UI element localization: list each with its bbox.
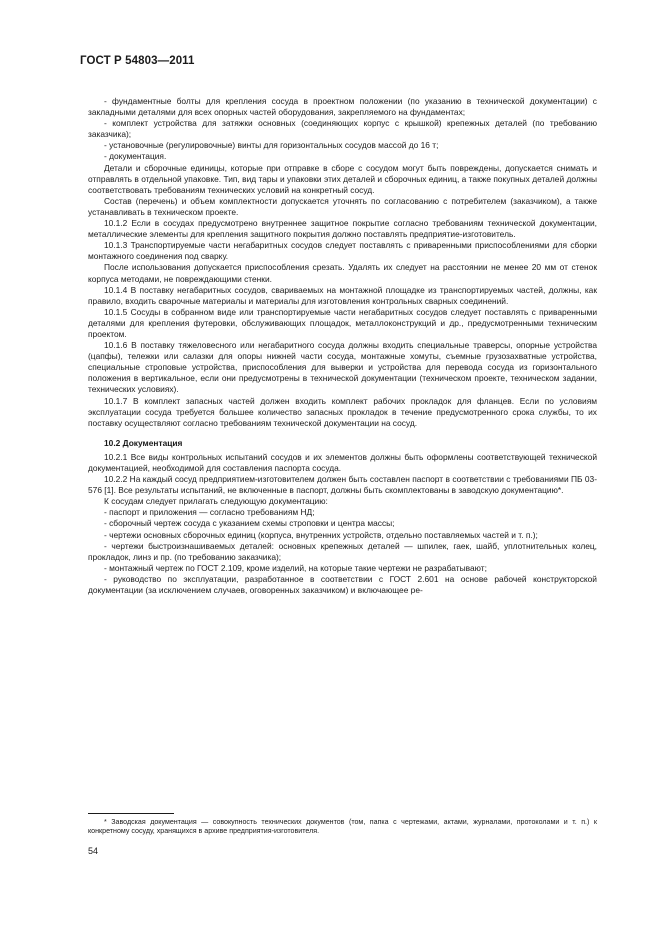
paragraph: 10.2.1 Все виды контрольных испытаний сосудов и их элементов должны быть оформлены соответствующей технической документацией, необходимой для составления паспорта сосуда. [88, 451, 597, 473]
paragraph: - монтажный чертеж по ГОСТ 2.109, кроме изделий, на которые такие чертежи не разрабатывают; [104, 562, 487, 573]
page-body [88, 96, 597, 596]
paragraph: К сосудам следует прилагать следующую документацию: [104, 496, 328, 507]
paragraph: - документация. [104, 151, 167, 162]
paragraph: 10.1.6 В поставку тяжеловесного или негабаритного сосуда должны входить специальные траверсы, опорные устройства (цапфы), тележки или салазки для опоры нижней части сосуда, монтажные хомуты, съемные грузозахватные устройства, специальные строповые устройства, приспособления для выверки и устройства для перевода сосуда из горизонтального положения в вертикальное, если они предусмотрены в технической документации (техническом проекте, техническом задании, технических условиях). [88, 340, 597, 395]
paragraph: - сборочный чертеж сосуда с указанием схемы строповки и центра массы; [104, 518, 395, 529]
paragraph: - фундаментные болты для крепления сосуда в проектном положении (по указанию в технической документации) с закладными деталями для всех опорных частей оборудования, закрепляемого на фундаментах; [88, 96, 597, 118]
paragraph: - комплект устройства для затяжки основных (соединяющих корпус с крышкой) крепежных деталей (по требованию заказчика); [88, 118, 597, 140]
paragraph: 10.1.5 Сосуды в собранном виде или транспортируемые части негабаритных сосудов следует поставлять с приваренными деталями для крепления футеровки, обслуживающих площадок, металлоконструкций и др., предусмотренными техническим проектом. [88, 306, 597, 339]
paragraph: - установочные (регулировочные) винты для горизонтальных сосудов массой до 16 т; [104, 140, 439, 151]
paragraph: - руководство по эксплуатации, разработанное в соответствии с ГОСТ 2.601 на основе рабочей конструкторской документации (за исключением случаев, оговоренных заказчиком) и включающее ре- [88, 573, 597, 596]
page-header-title: ГОСТ Р 54803—2011 [80, 55, 195, 67]
paragraph: 10.1.2 Если в сосудах предусмотрено внутреннее защитное покрытие согласно требованиям технической документации, металлические элементы для крепления защитного покрытия должно поставлять предприятие-изготовитель. [88, 218, 597, 240]
footnote-divider [88, 813, 174, 814]
paragraph: После использования допускается приспособления срезать. Удалять их следует на расстоянии не менее 20 мм от стенок корпуса методами, не повреждающими стенки. [88, 262, 597, 284]
paragraph: - паспорт и приложения — согласно требованиям НД; [104, 507, 315, 518]
paragraph: - чертежи основных сборочных единиц (корпуса, внутренних устройств, отдельно поставляемых частей и т. п.); [104, 529, 538, 540]
paragraph: Детали и сборочные единицы, которые при отправке в сборе с сосудом могут быть повреждены, допускается снимать и отправлять в отдельной упаковке. Тип, вид тары и упаковки этих деталей и сборочных единиц, а также покупных деталей должны соответствовать требованиям технических условий на конкретный сосуд. [88, 162, 597, 195]
footnote [88, 818, 597, 837]
footnote-text: * Заводская документация — совокупность технических документов (том, папка с чертежами, актами, журналами, протоколами и т. п.) к конкретному сосуду, хранящихся в архиве предприятия-изготовителя. [88, 818, 597, 836]
paragraph: Состав (перечень) и объем комплектности допускается уточнять по согласованию с потребителем (заказчиком), а также устанавливать в техническом проекте. [88, 195, 597, 217]
paragraph: - чертежи быстроизнашиваемых деталей: основных крепежных деталей — шпилек, гаек, шайб, уплотнительных колец, прокладок, линз и пр. (по требованию заказчика); [88, 540, 597, 562]
paragraph: 10.1.7 В комплект запасных частей должен входить комплект рабочих прокладок для фланцев. Если по условиям эксплуатации сосуда требуется большее количество запасных прокладок в течение предусмотренного срока службы, то их поставку осуществляют согласно требованиям технической документации на сосуд. [88, 395, 597, 428]
section-heading: 10.2 Документация [104, 437, 183, 448]
paragraph: 10.1.3 Транспортируемые части негабаритных сосудов следует поставлять с приваренными приспособлениями для сборки монтажного соединения под сварку. [88, 240, 597, 262]
paragraph: 10.2.2 На каждый сосуд предприятием-изготовителем должен быть составлен паспорт в соответствии с требованиями ПБ 03-576 [1]. Все результаты испытаний, не включенные в паспорт, должны быть скомплектованы в заводскую документацию*. [88, 474, 597, 496]
page-number: 54 [88, 846, 99, 856]
paragraph: 10.1.4 В поставку негабаритных сосудов, свариваемых на монтажной площадке из транспортируемых частей, должны, как правило, входить сварочные материалы и материалы для изготовления контрольных сварных соединений. [88, 284, 597, 306]
